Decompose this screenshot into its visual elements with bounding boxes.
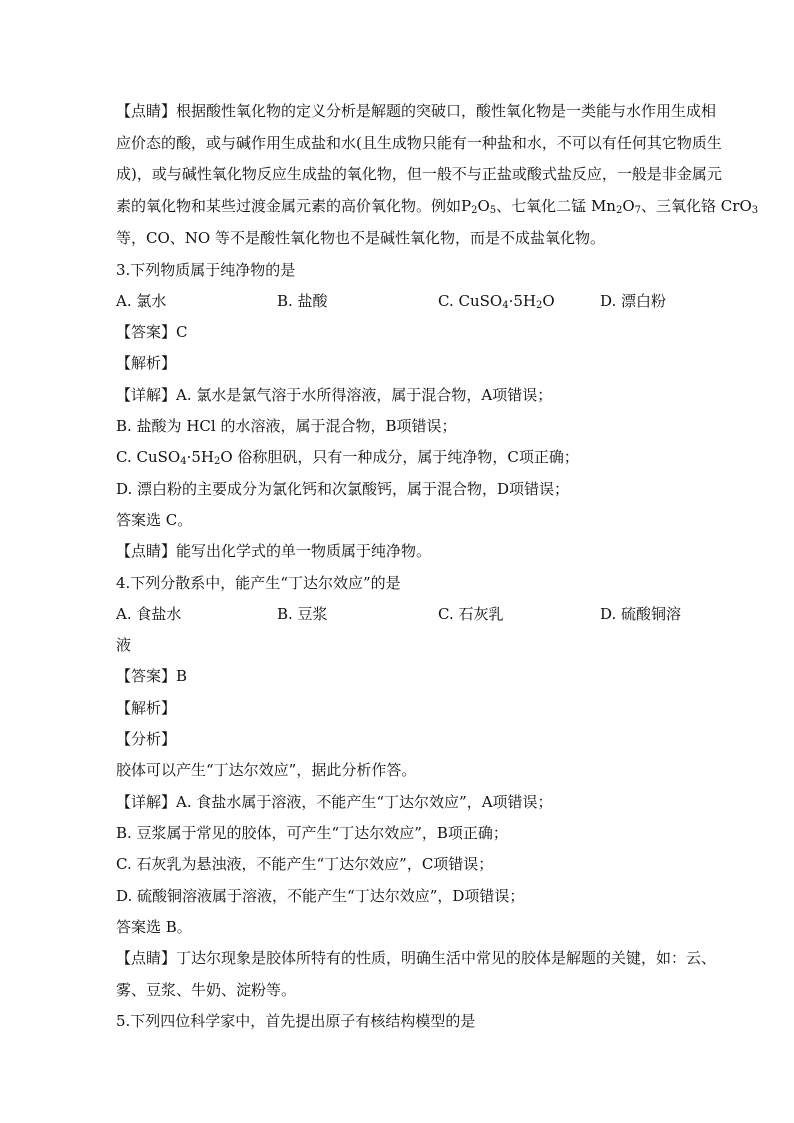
q3-option-c — [438, 291, 555, 316]
note-line-4-text-e: 、三氧化铬 CrO — [641, 197, 752, 215]
q4-detail-b: B. 豆浆属于常见的胶体，可产生“丁达尔效应”，B项正确； — [116, 824, 508, 842]
q3-option-c-text: ·5H — [508, 292, 536, 310]
q3-option-a: A. 氯水 — [116, 292, 167, 310]
subscript: 3 — [751, 205, 759, 216]
note-line-4-text-a: 素的氧化物和某些过渡金属元素的高价氧化物。例如P — [116, 197, 472, 215]
q3-detail-c-text: ·5H — [186, 448, 214, 466]
q3-answer: 【答案】C — [116, 323, 188, 341]
subscript: 2 — [615, 205, 623, 216]
subscript: 7 — [634, 205, 642, 216]
q4-note-line-2: 雾、豆浆、牛奶、淀粉等。 — [116, 981, 297, 999]
q4-fenxi-text: 胶体可以产生“丁达尔效应”，据此分析作答。 — [116, 761, 417, 779]
q4-detail-c: C. 石灰乳为悬浊液，不能产生“丁达尔效应”，C项错误； — [116, 855, 494, 873]
note-line-2: 应价态的酸，或与碱作用生成盐和水(且生成物只能有一种盐和水，不可以有任何其它物质生 — [116, 134, 722, 152]
q3-option-c-text: O — [542, 292, 555, 310]
subscript: 2 — [213, 456, 221, 467]
q4-option-a: A. 食盐水 — [116, 605, 182, 623]
q4-analysis-heading: 【解析】 — [116, 699, 177, 717]
q4-option-c: C. 石灰乳 — [438, 605, 504, 623]
q3-option-b: B. 盐酸 — [277, 292, 328, 310]
q3-analysis-heading: 【解析】 — [116, 354, 177, 372]
note-line-4-text-d: O — [622, 197, 635, 215]
q3-stem: 3.下列物质属于纯净物的是 — [116, 261, 296, 279]
q3-detail-b: B. 盐酸为 HCl 的水溶液，属于混合物，B项错误； — [116, 417, 457, 435]
subscript: 2 — [471, 205, 478, 216]
subscript: 2 — [535, 300, 543, 311]
q3-detail-c-text: C. CuSO — [116, 448, 181, 466]
subscript: 4 — [502, 300, 509, 311]
note-line-4 — [116, 196, 758, 221]
q3-detail-c — [116, 447, 579, 472]
q3-option-d: D. 漂白粉 — [600, 292, 667, 310]
note-line-1: 【点睛】根据酸性氧化物的定义分析是解题的突破口，酸性氧化物是一类能与水作用生成相 — [116, 102, 717, 120]
q4-answer: 【答案】B — [116, 667, 188, 685]
q3-choose: 答案选 C。 — [116, 511, 193, 529]
q3-detail-a: 【详解】A. 氯水是氯气溶于水所得溶液，属于混合物，A项错误； — [116, 386, 553, 404]
q4-choose: 答案选 B。 — [116, 918, 192, 936]
note-line-4-text-b: O — [477, 197, 490, 215]
q3-detail-d: D. 漂白粉的主要成分为氯化钙和次氯酸钙，属于混合物，D项错误； — [116, 480, 570, 498]
q4-option-d: D. 硫酸铜溶 — [600, 605, 682, 623]
q4-option-d-wrap: 液 — [116, 636, 132, 654]
q3-note: 【点睛】能写出化学式的单一物质属于纯净物。 — [116, 542, 432, 560]
q3-option-c-text: C. CuSO — [438, 292, 503, 310]
q5-stem: 5.下列四位科学家中，首先提出原子有核结构模型的是 — [116, 1012, 476, 1030]
subscript: 4 — [180, 456, 187, 467]
note-line-5: 等，CO、NO 等不是酸性氧化物也不是碱性氧化物，而是不成盐氧化物。 — [116, 229, 605, 247]
q4-fenxi-heading: 【分析】 — [116, 730, 177, 748]
q4-note-line-1: 【点睛】丁达尔现象是胶体所特有的性质，明确生活中常见的胶体是解题的关键，如：云、 — [116, 949, 717, 967]
q4-option-b: B. 豆浆 — [277, 605, 328, 623]
subscript: 5 — [489, 205, 497, 216]
note-line-3: 成)，或与碱性氧化物反应生成盐的氧化物，但一般不与正盐或酸式盐反应，一般是非金属元 — [116, 165, 722, 183]
note-line-4-text-c: 、七氧化二锰 Mn — [496, 197, 616, 215]
q3-detail-c-text: O 俗称胆矾，只有一种成分，属于纯净物，C项正确； — [220, 448, 579, 466]
q4-detail-d: D. 硫酸铜溶液属于溶液，不能产生“丁达尔效应”，D项错误； — [116, 887, 525, 905]
q4-stem: 4.下列分散系中，能产生“丁达尔效应”的是 — [116, 574, 401, 592]
q4-detail-a: 【详解】A. 食盐水属于溶液，不能产生“丁达尔效应”，A项错误； — [116, 793, 553, 811]
